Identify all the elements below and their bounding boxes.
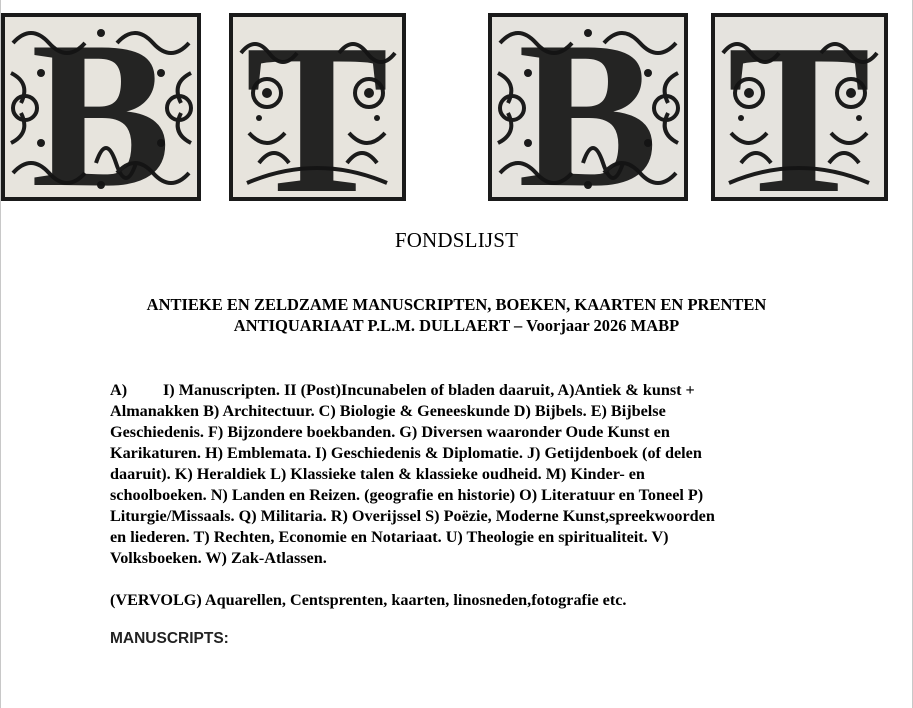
- index-marker: A): [110, 381, 128, 399]
- index-line: Almanakken B) Architectuur. C) Biologie & Geneeskunde D) Bijbels. E) Bijbelse: [110, 402, 666, 420]
- section-heading-manuscripts: MANUSCRIPTS:: [110, 630, 229, 647]
- vervolg-line: (VERVOLG) Aquarellen, Centsprenten, kaarten, linosneden,fotografie etc.: [110, 591, 627, 609]
- document-subtitle: [0, 294, 913, 336]
- initial-b-letter: B: [517, 13, 659, 201]
- initial-t-letter: T: [245, 13, 389, 201]
- decorated-initial-t: [711, 13, 888, 201]
- index-line-text: I) Manuscripten. II (Post)Incunabelen of bladen daaruit, A)Antiek & kunst +: [163, 381, 695, 399]
- index-line: Geschiedenis. F) Bijzondere boekbanden. G) Diversen waaronder Oude Kunst en: [110, 423, 670, 441]
- index-line: schoolboeken. N) Landen en Reizen. (geografie en historie) O) Literatuur en Toneel P): [110, 486, 704, 504]
- initial-t-letter: T: [727, 13, 871, 201]
- index-line: Volksboeken. W) Zak-Atlassen.: [110, 549, 327, 567]
- subtitle-line-2: ANTIQUARIAAT P.L.M. DULLAERT – Voorjaar 2026 MABP: [233, 316, 680, 335]
- decorated-initial-b: [1, 13, 201, 201]
- decorated-initial-t: [229, 13, 406, 201]
- decorated-initial-b: [488, 13, 688, 201]
- category-index: [110, 380, 810, 569]
- index-line: Karikaturen. H) Emblemata. I) Geschiedenis & Diplomatie. J) Getijdenboek (of delen: [110, 444, 702, 462]
- index-line: en liederen. T) Rechten, Economie en Notariaat. U) Theologie en spiritualiteit. V): [110, 528, 669, 546]
- index-line: Liturgie/Missaals. Q) Militaria. R) Overijssel S) Poëzie, Moderne Kunst,spreekwoorden: [110, 507, 715, 525]
- document-title: FONDSLIJST: [394, 228, 519, 252]
- index-line: [110, 380, 810, 401]
- subtitle-line-1: ANTIEKE EN ZELDZAME MANUSCRIPTEN, BOEKEN, KAARTEN EN PRENTEN: [146, 295, 767, 314]
- index-line: daaruit). K) Heraldiek L) Klassieke talen & klassieke oudheid. M) Kinder- en: [110, 465, 645, 483]
- initial-b-letter: B: [30, 13, 172, 201]
